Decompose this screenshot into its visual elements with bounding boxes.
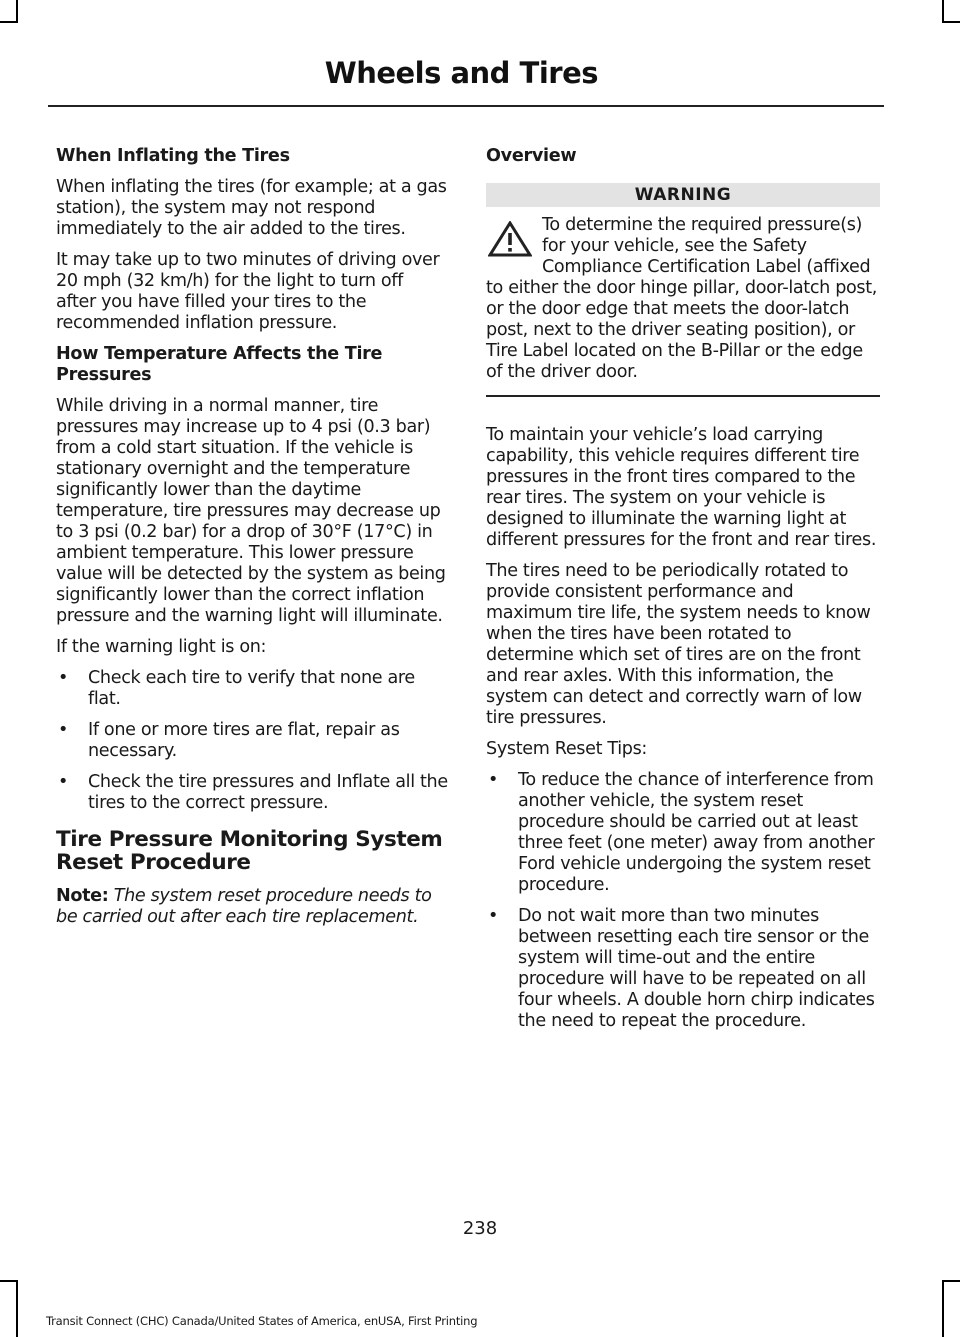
paragraph: While driving in a normal manner, tire pressures may increase up to 4 psi (0.3 bar) from a cold start situation. If the vehicle is stationary overnight and the temperature significantly lower than the daytime temperature, tire pressures may decrease up to 3 psi (0.2 bar) for a drop of 30°F (17°C) in ambient temperature. This lower pressure value will be detected by the system as being significantly lower than the correct inflation pressure and the warning light will illuminate. — [56, 396, 446, 626]
paragraph: To maintain your vehicle’s load carrying capability, this vehicle requires different tire pressures in the front tires compared to the rear tires. The system on your vehicle is designed to illuminate the warning light at different pressures for the front and rear tires. — [486, 425, 877, 550]
bullet-icon: • — [58, 772, 69, 792]
bullet-icon: • — [488, 906, 499, 926]
list-item — [56, 720, 448, 762]
paragraph: The tires need to be periodically rotated to provide consistent performance and maximum tire life, the system needs to know when the tires have been rotated to determine which set of tires are on the front and rear axles. With this information, the system can detect and correctly warn of low tire pressures. — [486, 561, 871, 728]
bullet-icon: • — [58, 668, 69, 688]
crop-mark — [0, 1280, 18, 1282]
list-item-text: To reduce the chance of interference from another vehicle, the system reset procedure should be carried out at least three feet (one meter) away from another Ford vehicle undergoing the system reset procedure. — [518, 770, 875, 895]
crop-mark — [16, 0, 18, 22]
bullet-list — [486, 770, 880, 1032]
note-label: Note: — [56, 886, 109, 906]
list-item-text: Check the tire pressures and Inflate all the tires to the correct pressure. — [88, 772, 448, 813]
crop-mark — [942, 21, 960, 23]
paragraph: If the warning light is on: — [56, 637, 267, 657]
list-item-text: Check each tire to verify that none are flat. — [88, 668, 415, 709]
list-item — [486, 770, 880, 896]
heading-temperature: How Temperature Affects the Tire Pressures — [56, 344, 383, 385]
list-item-text: Do not wait more than two minutes between resetting each tire sensor or the system will time-out and the entire procedure will have to be repeated on all four wheels. A double horn chirp indicates the need to repeat the procedure. — [518, 906, 875, 1031]
warning-banner: WARNING — [486, 183, 880, 207]
list-item — [486, 906, 880, 1032]
list-item-text: If one or more tires are flat, repair as necessary. — [88, 720, 400, 761]
warning-box — [486, 215, 880, 383]
list-item — [56, 772, 448, 814]
heading-reset-procedure: Tire Pressure Monitoring System Reset Procedure — [56, 827, 443, 875]
warning-divider — [486, 395, 880, 397]
title-divider — [48, 105, 884, 107]
heading-overview: Overview — [486, 146, 577, 166]
crop-mark — [942, 1280, 960, 1282]
left-column — [56, 146, 448, 938]
bullet-icon: • — [488, 770, 499, 790]
bullet-list — [56, 668, 448, 814]
crop-mark — [0, 21, 18, 23]
right-column — [486, 146, 880, 1042]
crop-mark — [942, 0, 944, 22]
list-item — [56, 668, 448, 710]
warning-triangle-icon — [488, 221, 532, 257]
crop-mark — [16, 1280, 18, 1337]
paragraph: It may take up to two minutes of driving over 20 mph (32 km/h) for the light to turn off after you have filled your tires to the recommended inflation pressure. — [56, 250, 440, 333]
crop-mark — [942, 1280, 944, 1337]
paragraph: When inflating the tires (for example; at a gas station), the system may not respond immediately to the air added to the tires. — [56, 177, 447, 239]
note — [56, 886, 448, 928]
note-text: The system reset procedure needs to be carried out after each tire replacement. — [56, 886, 432, 927]
page-number: 238 — [462, 1218, 498, 1239]
page-title: Wheels and Tires — [324, 56, 598, 90]
heading-inflating: When Inflating the Tires — [56, 146, 290, 166]
bullet-icon: • — [58, 720, 69, 740]
footer-text: Transit Connect (CHC) Canada/United States of America, enUSA, First Printing — [46, 1314, 478, 1328]
paragraph: System Reset Tips: — [486, 739, 647, 759]
warning-text: To determine the required pressure(s) for your vehicle, see the Safety Compliance Certification Label (affixed to either the door hinge pillar, door-latch post, or the door edge that meets the door-latch post, next to the driver seating position), or Tire Label located on the B-Pillar or the edge of the driver door. — [486, 215, 878, 382]
